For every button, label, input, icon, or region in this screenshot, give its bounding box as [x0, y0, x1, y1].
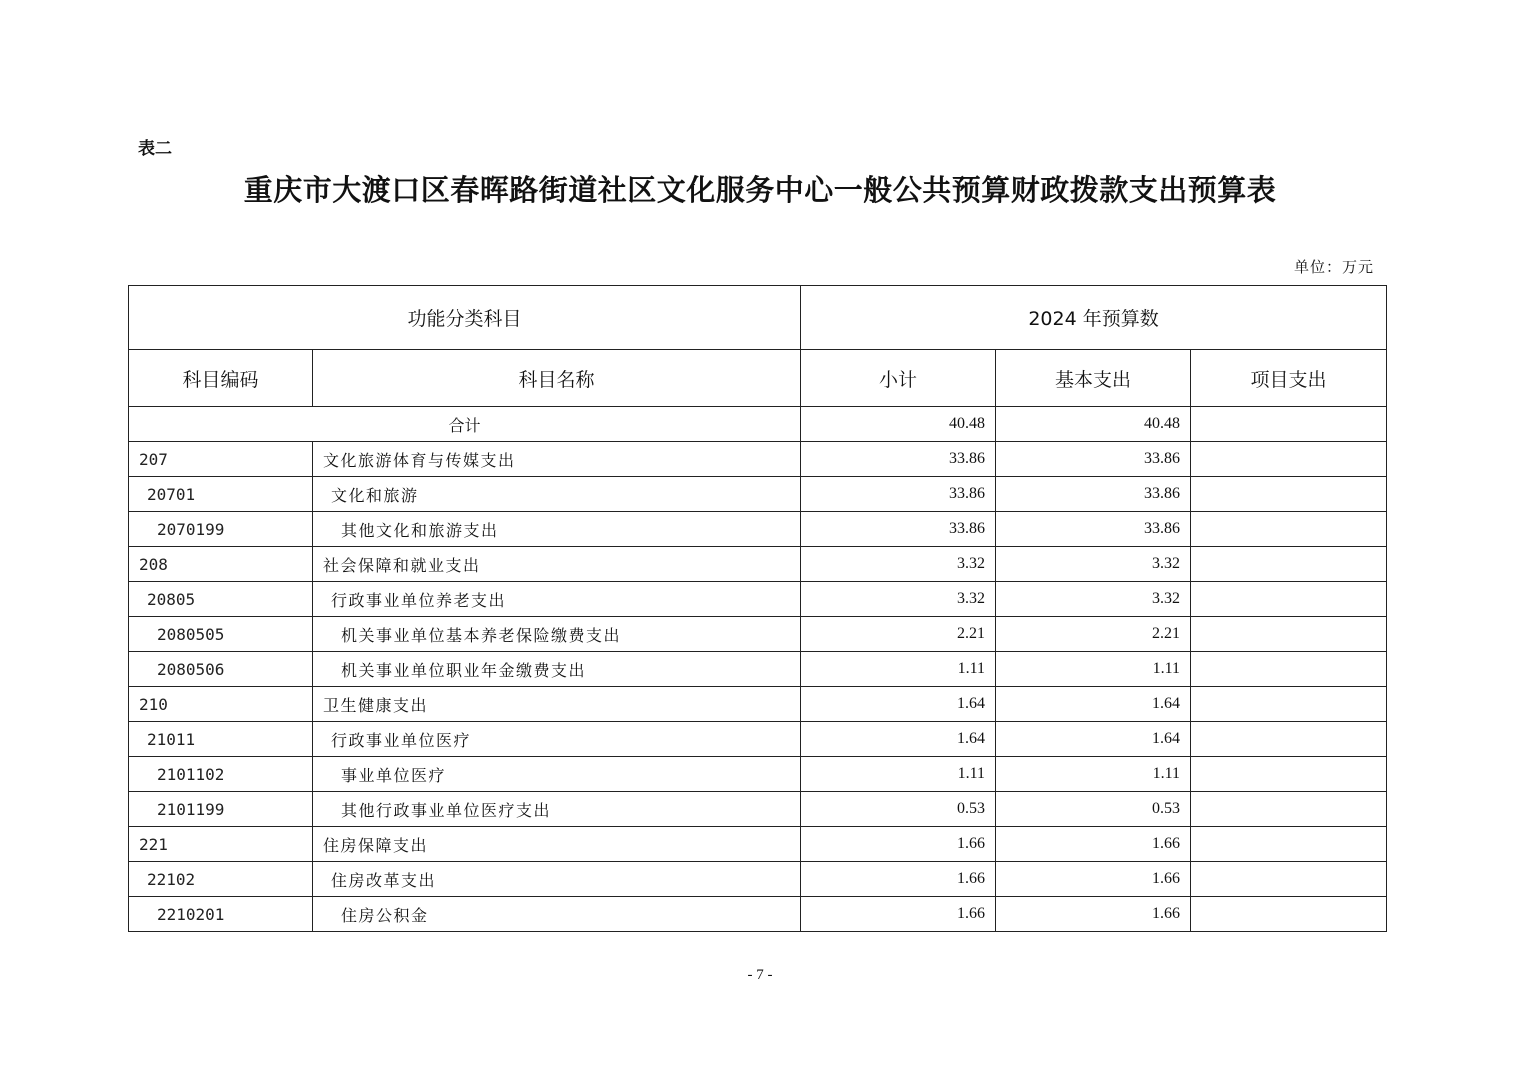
row-project	[1191, 547, 1387, 582]
row-subtotal: 3.32	[801, 582, 996, 617]
row-code: 2080506	[129, 652, 313, 687]
row-basic: 33.86	[996, 512, 1191, 547]
row-name: 行政事业单位医疗	[313, 722, 801, 757]
row-subtotal: 1.66	[801, 897, 996, 932]
row-project	[1191, 477, 1387, 512]
row-subtotal: 33.86	[801, 477, 996, 512]
header-name: 科目名称	[313, 350, 801, 407]
table-row	[129, 582, 1387, 617]
header-basic-expenditure: 基本支出	[996, 350, 1191, 407]
header-project-expenditure: 项目支出	[1191, 350, 1387, 407]
row-name: 其他文化和旅游支出	[313, 512, 801, 547]
row-code: 210	[129, 687, 313, 722]
row-basic: 0.53	[996, 792, 1191, 827]
table-row	[129, 617, 1387, 652]
row-code: 207	[129, 442, 313, 477]
row-basic: 3.32	[996, 582, 1191, 617]
header-function-classification: 功能分类科目	[129, 286, 801, 350]
row-basic: 1.11	[996, 757, 1191, 792]
row-name: 卫生健康支出	[313, 687, 801, 722]
row-project	[1191, 652, 1387, 687]
table-row	[129, 477, 1387, 512]
row-name: 住房公积金	[313, 897, 801, 932]
row-project	[1191, 582, 1387, 617]
unit-label: 单位：万元	[1293, 258, 1374, 276]
row-project	[1191, 617, 1387, 652]
row-subtotal: 2.21	[801, 617, 996, 652]
row-project	[1191, 722, 1387, 757]
table-row	[129, 547, 1387, 582]
row-code: 20805	[129, 582, 313, 617]
table-row	[129, 687, 1387, 722]
row-subtotal: 1.64	[801, 722, 996, 757]
row-code: 2080505	[129, 617, 313, 652]
row-project	[1191, 442, 1387, 477]
table-row	[129, 862, 1387, 897]
row-basic: 3.32	[996, 547, 1191, 582]
table-row	[129, 757, 1387, 792]
row-basic: 1.66	[996, 827, 1191, 862]
budget-table	[128, 285, 1387, 932]
row-project	[1191, 827, 1387, 862]
row-code: 2101102	[129, 757, 313, 792]
row-subtotal: 1.66	[801, 827, 996, 862]
row-basic: 1.64	[996, 687, 1191, 722]
row-project	[1191, 687, 1387, 722]
row-name: 机关事业单位基本养老保险缴费支出	[313, 617, 801, 652]
table-row	[129, 442, 1387, 477]
row-project	[1191, 792, 1387, 827]
row-name: 住房保障支出	[313, 827, 801, 862]
row-subtotal: 1.11	[801, 757, 996, 792]
row-name: 社会保障和就业支出	[313, 547, 801, 582]
row-name: 行政事业单位养老支出	[313, 582, 801, 617]
row-basic: 1.66	[996, 862, 1191, 897]
table-row	[129, 512, 1387, 547]
row-subtotal: 1.11	[801, 652, 996, 687]
row-code: 21011	[129, 722, 313, 757]
row-code: 2210201	[129, 897, 313, 932]
row-subtotal: 0.53	[801, 792, 996, 827]
row-subtotal: 3.32	[801, 547, 996, 582]
row-basic: 1.64	[996, 722, 1191, 757]
row-basic: 33.86	[996, 477, 1191, 512]
row-subtotal: 33.86	[801, 512, 996, 547]
header-code: 科目编码	[129, 350, 313, 407]
row-code: 22102	[129, 862, 313, 897]
row-code: 20701	[129, 477, 313, 512]
row-name: 文化和旅游	[313, 477, 801, 512]
row-code: 2101199	[129, 792, 313, 827]
row-name: 住房改革支出	[313, 862, 801, 897]
header-budget-year: 2024 年预算数	[801, 286, 1387, 350]
row-subtotal: 1.64	[801, 687, 996, 722]
row-project	[1191, 862, 1387, 897]
row-basic: 33.86	[996, 442, 1191, 477]
total-basic: 40.48	[996, 407, 1191, 442]
row-name: 文化旅游体育与传媒支出	[313, 442, 801, 477]
row-basic: 1.66	[996, 897, 1191, 932]
header-row-columns	[129, 350, 1387, 407]
total-project	[1191, 407, 1387, 442]
row-name: 事业单位医疗	[313, 757, 801, 792]
row-code: 208	[129, 547, 313, 582]
row-subtotal: 1.66	[801, 862, 996, 897]
row-project	[1191, 897, 1387, 932]
header-subtotal: 小计	[801, 350, 996, 407]
row-name: 其他行政事业单位医疗支出	[313, 792, 801, 827]
page-number: - 7 -	[747, 967, 773, 983]
table-row	[129, 897, 1387, 932]
table-row	[129, 652, 1387, 687]
total-subtotal: 40.48	[801, 407, 996, 442]
row-code: 2070199	[129, 512, 313, 547]
table-row	[129, 827, 1387, 862]
total-label: 合计	[129, 407, 801, 442]
row-project	[1191, 757, 1387, 792]
table-label: 表二	[138, 139, 172, 159]
row-code: 221	[129, 827, 313, 862]
row-basic: 1.11	[996, 652, 1191, 687]
row-name: 机关事业单位职业年金缴费支出	[313, 652, 801, 687]
document-title: 重庆市大渡口区春晖路街道社区文化服务中心一般公共预算财政拨款支出预算表	[243, 173, 1277, 207]
row-project	[1191, 512, 1387, 547]
row-basic: 2.21	[996, 617, 1191, 652]
header-row-group	[129, 286, 1387, 350]
table-row	[129, 722, 1387, 757]
row-subtotal: 33.86	[801, 442, 996, 477]
total-row	[129, 407, 1387, 442]
table-row	[129, 792, 1387, 827]
